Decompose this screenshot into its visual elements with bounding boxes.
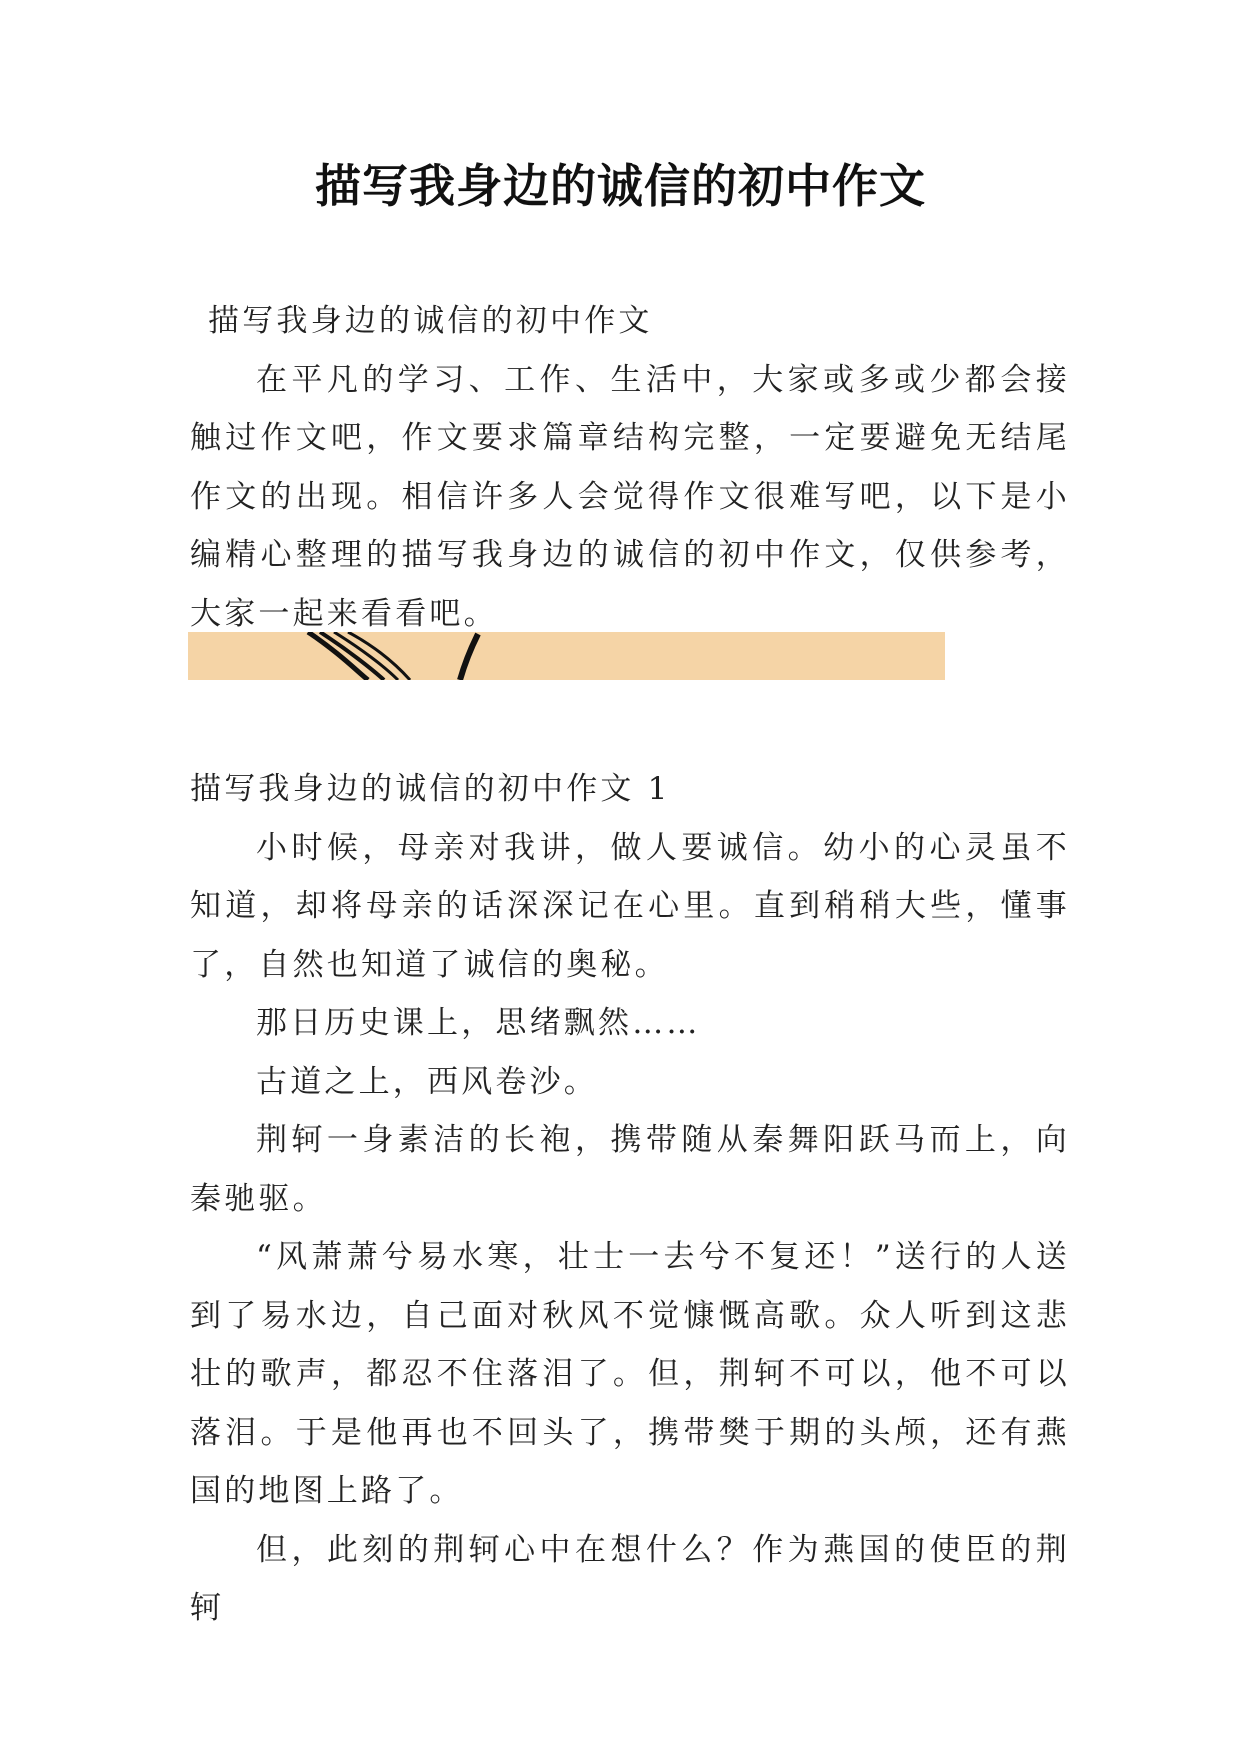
essay-1-paragraph: 那日历史课上，思绪飘然…… xyxy=(256,1005,701,1041)
banner-brush-strokes xyxy=(188,632,945,680)
document-title: 描写我身边的诚信的初中作文 xyxy=(315,159,926,213)
essay-1 xyxy=(190,760,1070,1638)
document-body xyxy=(190,292,1070,643)
intro-paragraph: 在平凡的学习、工作、生活中，大家或多或少都会接触过作文吧，作文要求篇章结构完整，一定要避免无结尾作文的出现。相信许多人会觉得作文很难写吧，以下是小编精心整理的描写我身边的诚信的初中作文，仅供参考，大家一起来看看吧。 xyxy=(190,361,1070,632)
essay-1-paragraph: 荆轲一身素洁的长袍，携带随从秦舞阳跃马而上，向秦驰驱。 xyxy=(190,1122,1070,1217)
essay-1-paragraph: “风萧萧兮易水寒，壮士一去兮不复还！”送行的人送到了易水边，自己面对秋风不觉慷慨高歌。众人听到这悲壮的歌声，都忍不住落泪了。但，荆轲不可以，他不可以落泪。于是他再也不回头了，携带樊于期的头颅，还有燕国的地图上路了。 xyxy=(190,1239,1070,1509)
essay-1-paragraph: 但，此刻的荆轲心中在想什么？作为燕国的使臣的荆轲 xyxy=(190,1531,1070,1626)
essay-1-heading: 描写我身边的诚信的初中作文 1 xyxy=(190,771,671,807)
decorative-banner-image xyxy=(188,632,945,680)
essay-1-paragraph: 古道之上，西风卷沙。 xyxy=(256,1063,598,1100)
essay-1-paragraph: 小时候，母亲对我讲，做人要诚信。幼小的心灵虽不知道，却将母亲的话深深记在心里。直到稍稍大些，懂事了，自然也知道了诚信的奥秘。 xyxy=(190,829,1070,983)
intro-heading: 描写我身边的诚信的初中作文 xyxy=(208,303,653,339)
